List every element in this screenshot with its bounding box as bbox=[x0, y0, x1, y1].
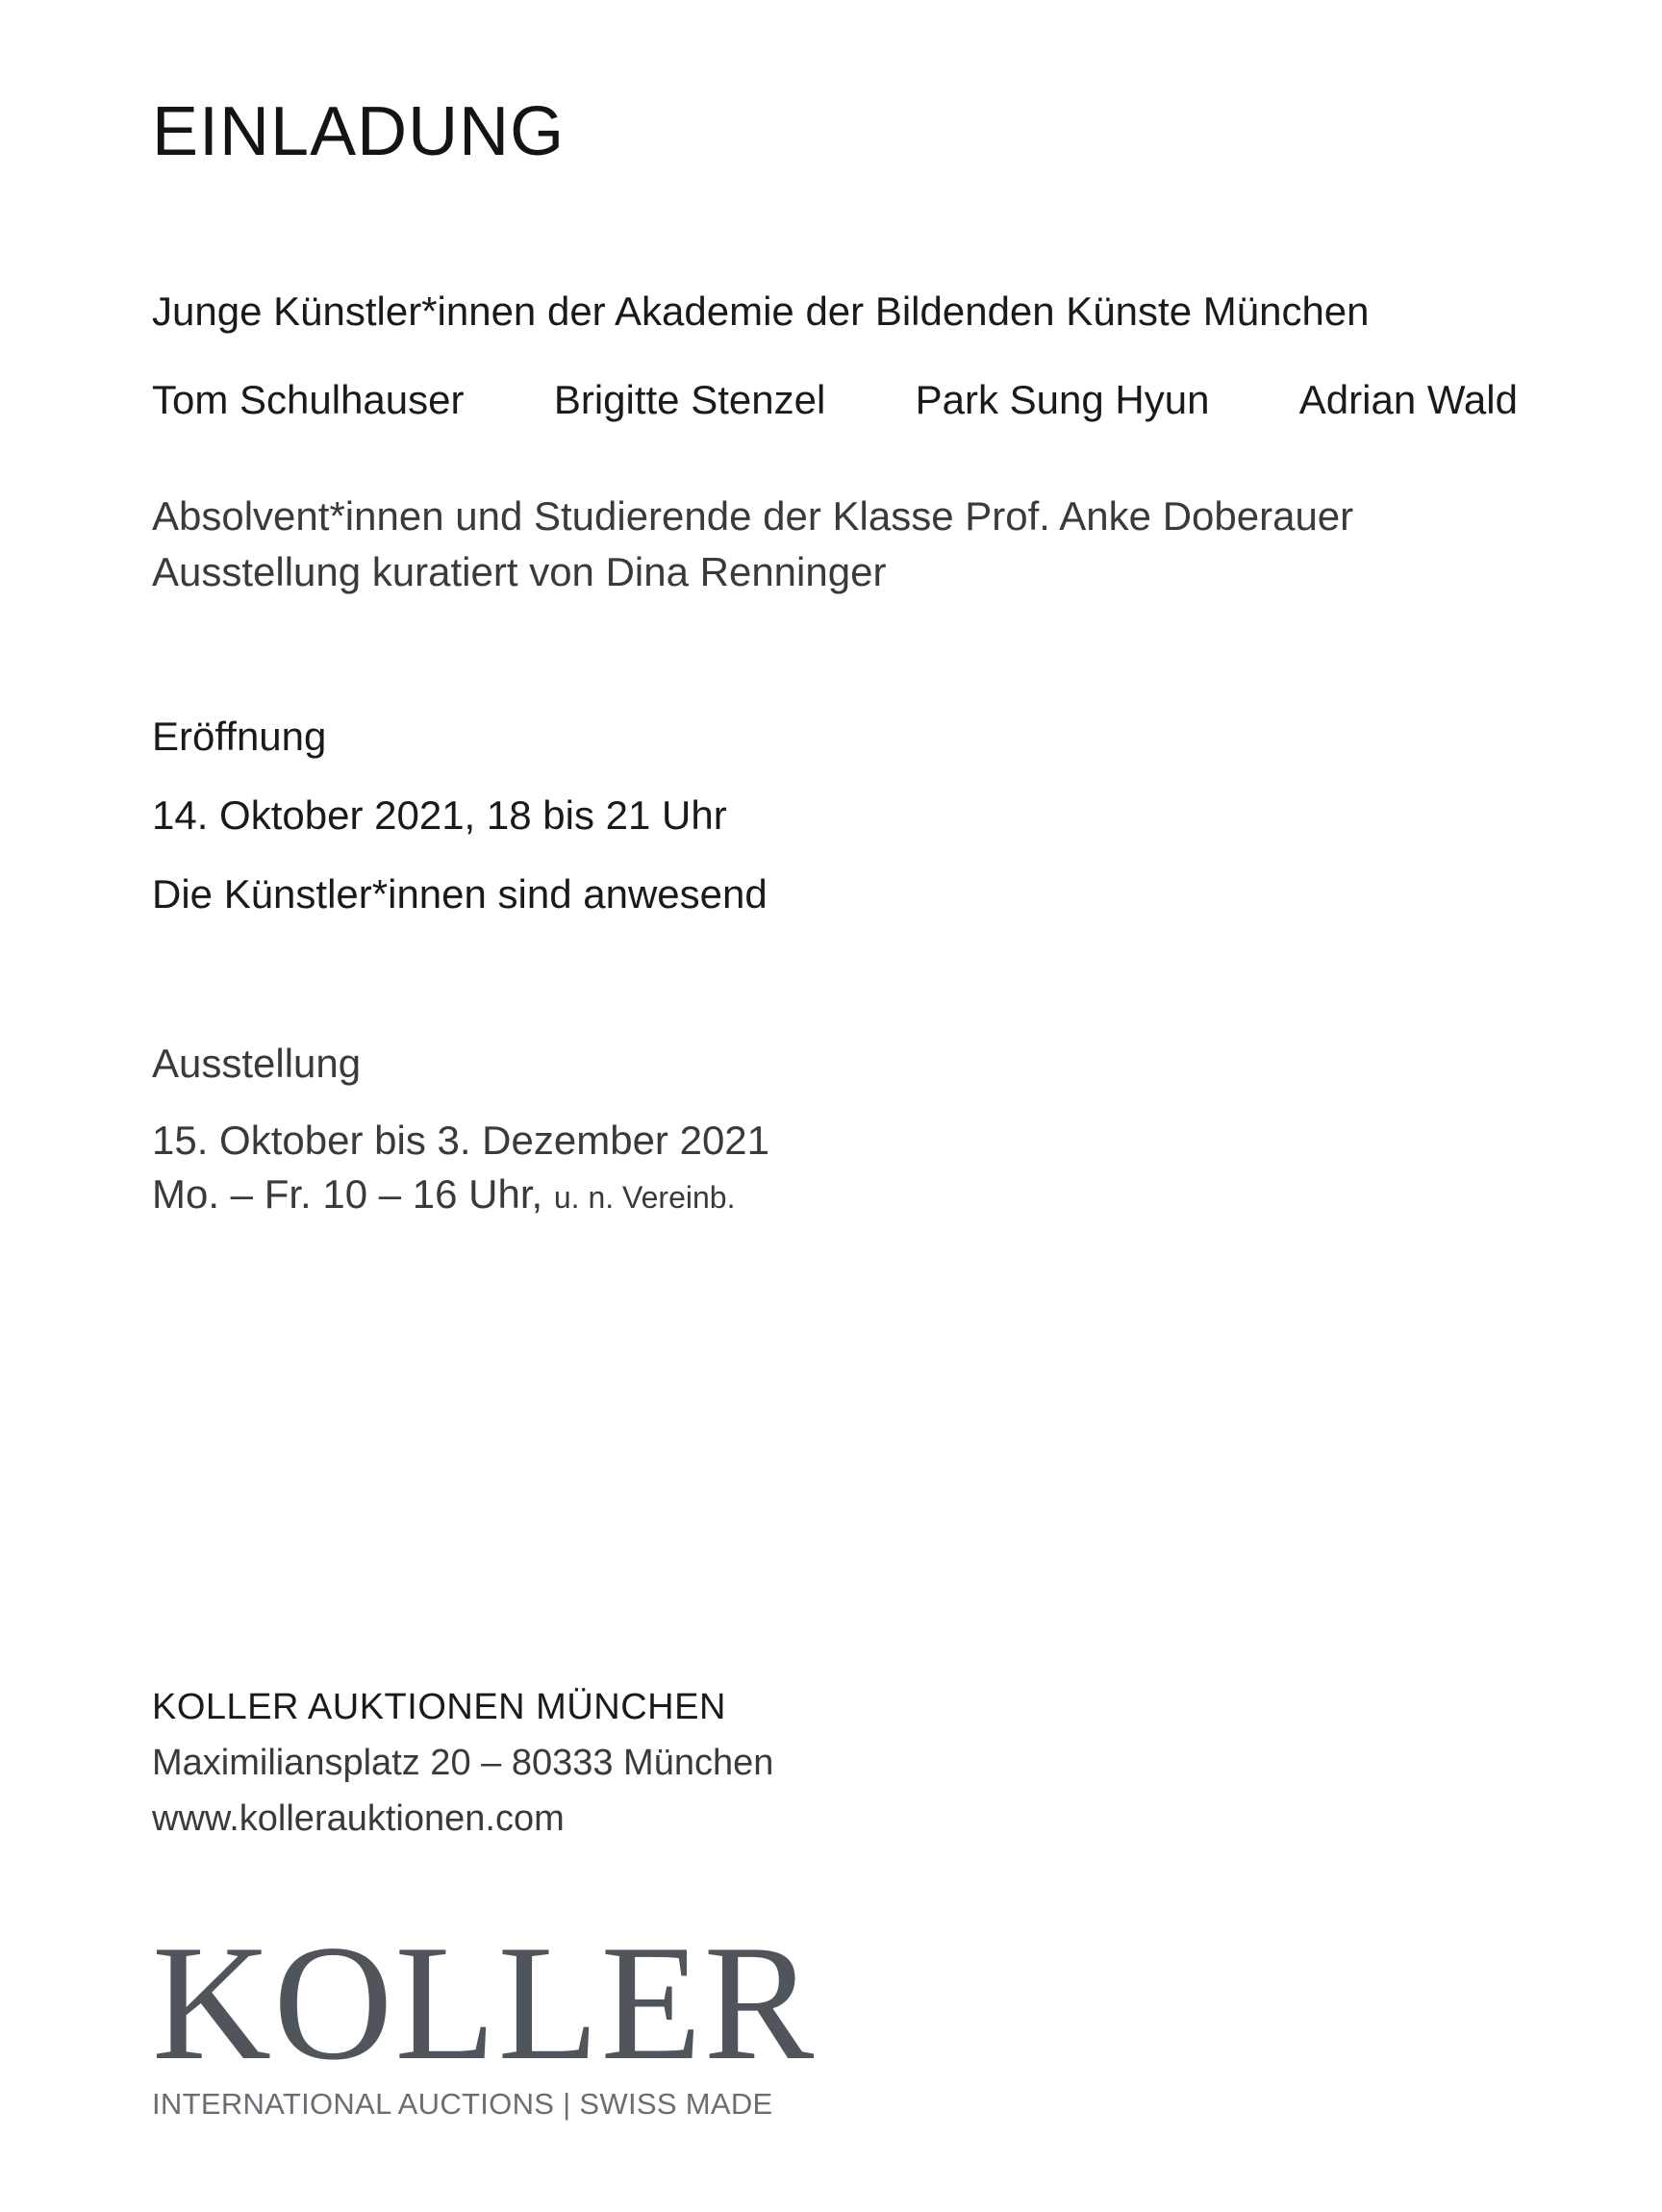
curator-info: Ausstellung kuratiert von Dina Renninger bbox=[152, 549, 887, 594]
artist-name: Tom Schulhauser bbox=[152, 377, 465, 422]
venue-name: KOLLER AUKTIONEN MÜNCHEN bbox=[152, 1687, 726, 1727]
opening-section bbox=[152, 708, 768, 944]
logo-tagline: INTERNATIONAL AUCTIONS | SWISS MADE bbox=[152, 2087, 773, 2121]
venue-address: Maximiliansplatz 20 – 80333 München bbox=[152, 1743, 774, 1783]
opening-note: Die Künstler*innen sind anwesend bbox=[152, 871, 768, 917]
artist-name: Adrian Wald bbox=[1298, 377, 1518, 422]
subtitle: Junge Künstler*innen der Akademie der Bildenden Künste München bbox=[152, 289, 1370, 334]
artist-name: Brigitte Stenzel bbox=[553, 377, 826, 422]
about-section bbox=[152, 489, 1353, 600]
opening-hours bbox=[152, 1168, 769, 1224]
exhibition-dates: 15. Oktober bis 3. Dezember 2021 bbox=[152, 1118, 770, 1163]
opening-hours-note: u. n. Vereinb. bbox=[553, 1180, 736, 1215]
opening-label: Eröffnung bbox=[152, 714, 327, 759]
logo-wordmark: KOLLER bbox=[152, 1912, 817, 2095]
artist-list bbox=[152, 377, 1518, 423]
koller-logo bbox=[152, 1912, 817, 2122]
opening-date: 14. Oktober 2021, 18 bis 21 Uhr bbox=[152, 792, 727, 838]
venue-section bbox=[152, 1679, 773, 1847]
venue-website-link[interactable]: www.kollerauktionen.com bbox=[152, 1798, 565, 1839]
exhibition-label: Ausstellung bbox=[152, 1041, 362, 1086]
opening-hours-text: Mo. – Fr. 10 – 16 Uhr, bbox=[152, 1171, 543, 1217]
exhibition-section bbox=[152, 1035, 769, 1224]
class-info: Absolvent*innen und Studierende der Klasse Prof. Anke Doberauer bbox=[152, 493, 1354, 539]
page-title: EINLADUNG bbox=[152, 93, 566, 170]
artist-name: Park Sung Hyun bbox=[915, 377, 1210, 422]
